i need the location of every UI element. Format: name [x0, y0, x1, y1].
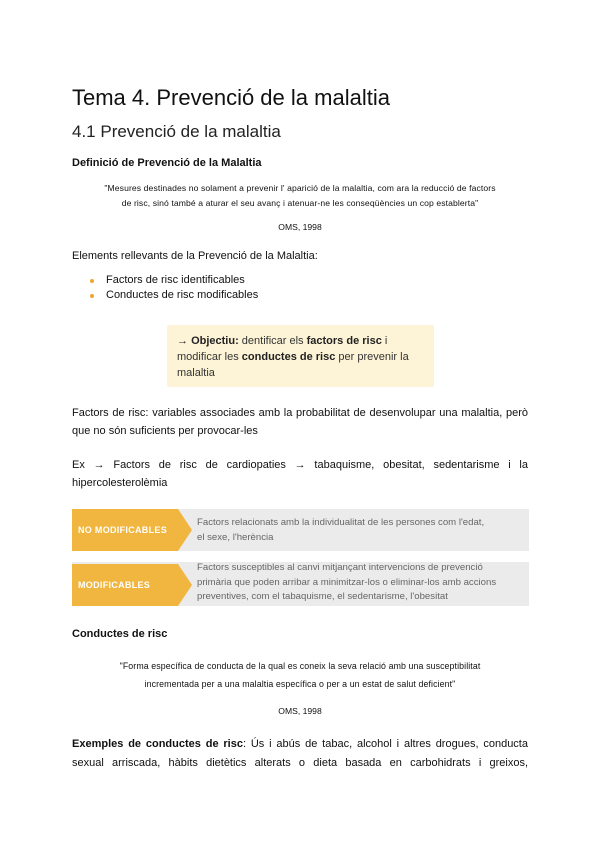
bullet-icon	[90, 279, 94, 283]
non-modifiable-tag-label: NO MODIFICABLES	[78, 525, 167, 535]
definition-quote-line: de risc, sinó també a aturar el seu avanç i atenuar-ne les conseqüències un cop establerta"	[121, 198, 479, 208]
objective-callout	[167, 325, 434, 387]
objective-bold: conductes de risc	[241, 351, 336, 363]
objective-text: → Objectiu: dentificar els factors de risc i modificar les conductes de risc per prevenir la malaltia	[177, 335, 409, 379]
definition-source: OMS, 1998	[278, 222, 322, 232]
definition-quote	[72, 181, 528, 211]
example-line: Ex → Factors de risc de cardiopaties → tabaquisme, obesitat, sedentarisme i la	[72, 459, 528, 471]
conductes-quote-line: incrementada per a una malaltia específica o per a un estat de salut deficient"	[144, 679, 456, 689]
examples-line: sexual arriscada, hàbits dietètics alterats o dieta basada en carbohidrats i greixos,	[72, 757, 528, 769]
examples-line: Exemples de conductes de risc: Ús i abús de tabac, alcohol i altres drogues, conducta	[72, 738, 528, 750]
non-modifiable-text	[197, 515, 527, 545]
definition-quote-line: "Mesures destinades no solament a prevenir l' aparició de la malaltia, com ara la reducció de factors	[104, 183, 496, 193]
list-item	[72, 273, 528, 288]
objective-bold: factors de risc	[306, 335, 382, 347]
modifiable-tag	[72, 564, 178, 606]
example-line: hipercolesterolèmia	[72, 477, 168, 489]
band-line: el sexe, l'herència	[197, 532, 274, 543]
risk-factors-line: que no són suficients per provocar-les	[72, 425, 258, 437]
band-line: preventives, com el tabaquisme, el sedentarisme, l'obesitat	[197, 591, 448, 602]
objective-arrow-icon: →	[177, 335, 188, 347]
risk-factors-example	[72, 456, 528, 492]
band-line: Factors susceptibles al canvi mitjançant intervencions de prevenció	[197, 562, 483, 573]
non-modifiable-tag	[72, 509, 178, 551]
objective-label: Objectiu:	[191, 335, 239, 347]
list-item-text: Factors de risc identificables	[106, 274, 245, 286]
elements-list	[72, 273, 528, 303]
risk-factors-line: Factors de risc: variables associades amb la probabilitat de desenvolupar una malaltia, però	[72, 407, 528, 419]
page-title: Tema 4. Prevenció de la malaltia	[72, 85, 390, 110]
conductes-heading: Conductes de risc	[72, 628, 168, 640]
list-item	[72, 288, 528, 303]
conductes-examples	[72, 735, 528, 773]
modifiable-tag-label: MODIFICABLES	[78, 580, 151, 590]
examples-label: Exemples de conductes de risc	[72, 738, 243, 750]
elements-intro: Elements rellevants de la Prevenció de la Malaltia:	[72, 250, 318, 262]
risk-factors-definition	[72, 404, 528, 440]
bullet-icon	[90, 294, 94, 298]
band-line: primària que poden arribar a minimitzar-los o eliminar-los amb accions	[197, 576, 497, 588]
definition-heading: Definició de Prevenció de la Malaltia	[72, 157, 262, 169]
list-item-text: Conductes de risc modificables	[106, 289, 259, 301]
band-line: Factors relacionats amb la individualitat de les persones com l'edat,	[197, 517, 485, 528]
conductes-quote-line: "Forma específica de conducta de la qual es coneix la seva relació amb una susceptibilitat	[119, 661, 481, 671]
conductes-quote	[72, 657, 528, 693]
conductes-source: OMS, 1998	[278, 706, 322, 716]
section-subtitle: 4.1 Prevenció de la malaltia	[72, 122, 281, 141]
modifiable-text	[197, 561, 527, 606]
